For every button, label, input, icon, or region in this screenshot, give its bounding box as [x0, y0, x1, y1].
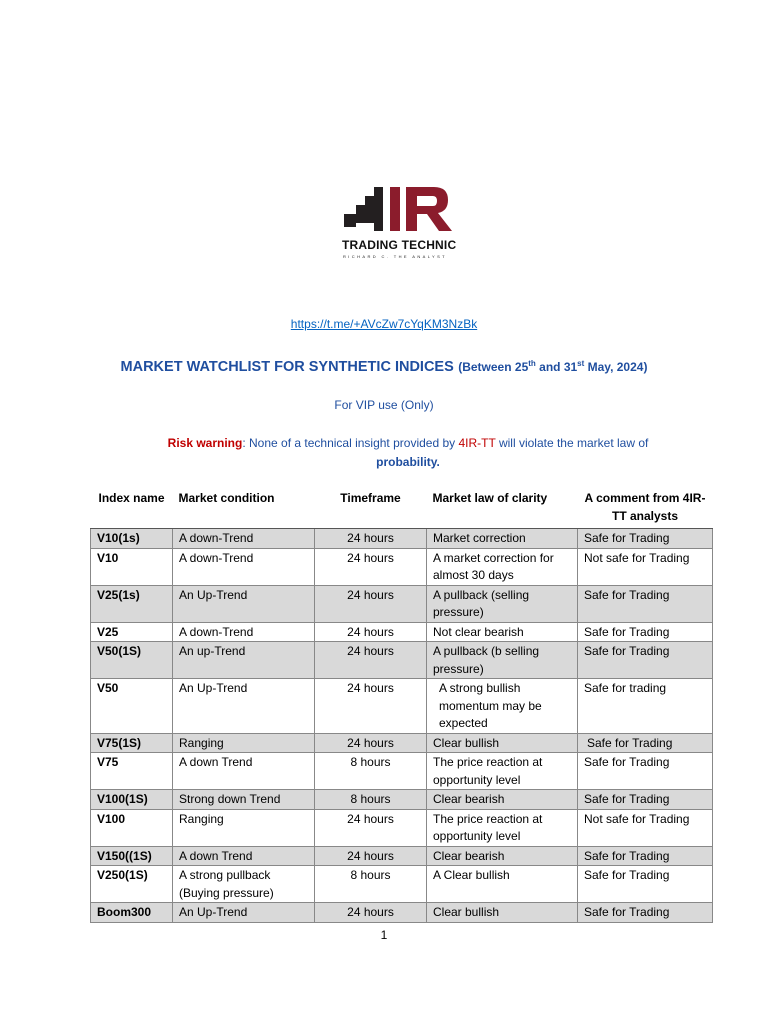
cell-index: V75 — [91, 753, 173, 790]
cell-clarity: A pullback (selling pressure) — [427, 585, 578, 622]
cell-timeframe: 24 hours — [315, 809, 427, 846]
company-logo — [342, 186, 474, 262]
cell-comment: Safe for Trading — [578, 733, 713, 753]
cell-clarity: A Clear bullish — [427, 866, 578, 903]
cell-clarity: The price reaction at opportunity level — [427, 809, 578, 846]
cell-condition: A down-Trend — [173, 622, 315, 642]
cell-clarity: Not clear bearish — [427, 622, 578, 642]
header-comment: A comment from 4IR-TT analysts — [578, 488, 713, 529]
page-number: 1 — [380, 928, 388, 942]
cell-condition: A down Trend — [173, 753, 315, 790]
cell-comment: Safe for Trading — [578, 903, 713, 923]
table-row — [91, 790, 713, 810]
table-row — [91, 585, 713, 622]
cell-condition: An up-Trend — [173, 642, 315, 679]
cell-condition: An Up-Trend — [173, 679, 315, 734]
cell-comment: Safe for Trading — [578, 846, 713, 866]
cell-timeframe: 8 hours — [315, 866, 427, 903]
header-condition: Market condition — [173, 488, 315, 529]
cell-index: V150((1S) — [91, 846, 173, 866]
cell-timeframe: 24 hours — [315, 903, 427, 923]
cell-condition: Ranging — [173, 809, 315, 846]
cell-comment: Safe for Trading — [578, 585, 713, 622]
4ir-logo-mark-icon — [342, 186, 474, 238]
header-clarity: Market law of clarity — [427, 488, 578, 529]
cell-index: V100 — [91, 809, 173, 846]
cell-condition: A down Trend — [173, 846, 315, 866]
cell-timeframe: 8 hours — [315, 790, 427, 810]
logo-brand-text: TRADING TECHNIC — [342, 238, 457, 252]
cell-clarity: Market correction — [427, 529, 578, 549]
cell-timeframe: 24 hours — [315, 679, 427, 734]
table-row — [91, 529, 713, 549]
cell-clarity: The price reaction at opportunity level — [427, 753, 578, 790]
risk-label: Risk warning — [167, 436, 243, 450]
cell-condition: An Up-Trend — [173, 585, 315, 622]
cell-index: V25(1s) — [91, 585, 173, 622]
table-row — [91, 903, 713, 923]
cell-timeframe: 24 hours — [315, 622, 427, 642]
title-main: MARKET WATCHLIST FOR SYNTHETIC INDICES — [120, 359, 454, 375]
logo-tagline: RICHARD C. THE ANALYST — [343, 254, 447, 259]
cell-condition: A down-Trend — [173, 548, 315, 585]
title-date-range: (Between 25th and 31st May, 2024) — [458, 359, 648, 374]
table-row — [91, 809, 713, 846]
cell-comment: Safe for Trading — [578, 642, 713, 679]
telegram-link[interactable]: https://t.me/+AVcZw7cYqKM3NzBk — [290, 317, 478, 331]
cell-index: V50(1S) — [91, 642, 173, 679]
cell-index: V75(1S) — [91, 733, 173, 753]
cell-clarity: Clear bullish — [427, 733, 578, 753]
cell-index: V10 — [91, 548, 173, 585]
watchlist-table — [90, 488, 713, 923]
header-index: Index name — [91, 488, 173, 529]
cell-comment: Safe for Trading — [578, 529, 713, 549]
cell-comment: Safe for Trading — [578, 753, 713, 790]
table-header-row — [91, 488, 713, 529]
table-row — [91, 642, 713, 679]
cell-condition: Ranging — [173, 733, 315, 753]
header-timeframe: Timeframe — [315, 488, 427, 529]
cell-clarity: A strong bullish momentum may be expected — [427, 679, 578, 734]
cell-index: Boom300 — [91, 903, 173, 923]
vip-note: For VIP use (Only) — [334, 398, 434, 412]
table-row — [91, 733, 713, 753]
risk-brand: 4IR-TT — [458, 436, 496, 450]
cell-index: V250(1S) — [91, 866, 173, 903]
table-row — [91, 622, 713, 642]
cell-timeframe: 24 hours — [315, 548, 427, 585]
cell-comment: Safe for trading — [578, 679, 713, 734]
cell-timeframe: 24 hours — [315, 846, 427, 866]
table-row — [91, 753, 713, 790]
table-row — [91, 866, 713, 903]
cell-condition: A strong pullback (Buying pressure) — [173, 866, 315, 903]
cell-index: V100(1S) — [91, 790, 173, 810]
risk-warning: Risk warning: None of a technical insight provided by 4IR-TT will violate the market law of probability. — [167, 436, 649, 469]
cell-condition: Strong down Trend — [173, 790, 315, 810]
cell-timeframe: 24 hours — [315, 585, 427, 622]
cell-comment: Safe for Trading — [578, 790, 713, 810]
cell-clarity: A pullback (b selling pressure) — [427, 642, 578, 679]
cell-timeframe: 24 hours — [315, 529, 427, 549]
cell-comment: Safe for Trading — [578, 866, 713, 903]
cell-clarity: Clear bearish — [427, 846, 578, 866]
cell-comment: Not safe for Trading — [578, 809, 713, 846]
page-title — [0, 358, 768, 376]
cell-timeframe: 24 hours — [315, 733, 427, 753]
cell-index: V50 — [91, 679, 173, 734]
cell-index: V10(1s) — [91, 529, 173, 549]
table-row — [91, 679, 713, 734]
cell-index: V25 — [91, 622, 173, 642]
cell-clarity: A market correction for almost 30 days — [427, 548, 578, 585]
table-row — [91, 548, 713, 585]
cell-clarity: Clear bullish — [427, 903, 578, 923]
cell-timeframe: 8 hours — [315, 753, 427, 790]
cell-clarity: Clear bearish — [427, 790, 578, 810]
cell-comment: Safe for Trading — [578, 622, 713, 642]
cell-timeframe: 24 hours — [315, 642, 427, 679]
cell-condition: An Up-Trend — [173, 903, 315, 923]
cell-comment: Not safe for Trading — [578, 548, 713, 585]
cell-condition: A down-Trend — [173, 529, 315, 549]
table-row — [91, 846, 713, 866]
